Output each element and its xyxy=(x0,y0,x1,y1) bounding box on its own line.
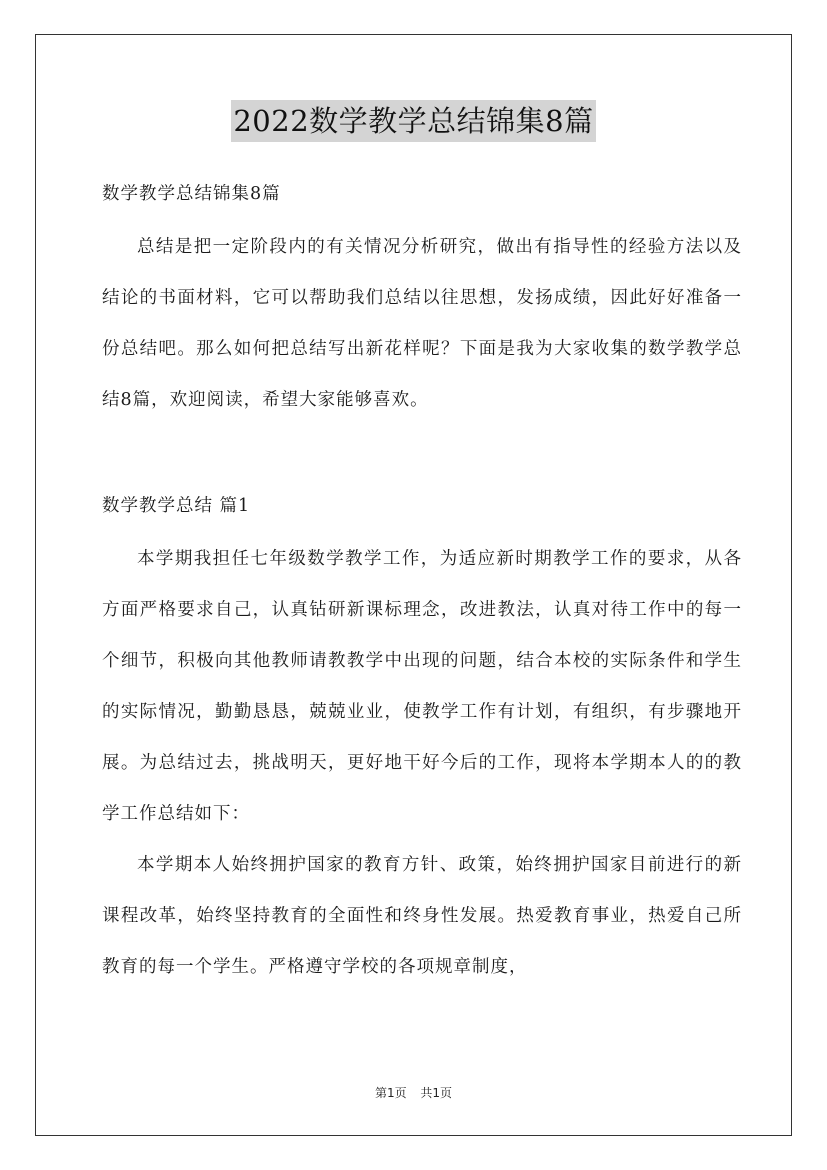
body-paragraph: 本学期本人始终拥护国家的教育方针、政策，始终拥护国家目前进行的新课程改革，始终坚持教育的全面性和终身性发展。热爱教育事业，热爱自己所教育的每一个学生。严格遵守学校的各项规章制度， xyxy=(102,855,742,977)
total-pages: 共1页 xyxy=(420,1086,453,1100)
document-body xyxy=(102,172,742,993)
document-title: 2022数学教学总结锦集8篇 xyxy=(231,100,595,142)
body-paragraph: 本学期我担任七年级数学教学工作，为适应新时期教学工作的要求，从各方面严格要求自己，认真钻研新课标理念，改进教法，认真对待工作中的每一个细节，积极向其他教师请教教学中出现的问题，结合本校的实际条件和学生的实际情况，勤勤恳恳，兢兢业业，使教学工作有计划，有组织，有步骤地开展。为总结过去，挑战明天，更好地干好今后的工作，现将本学期本人的的教学工作总结如下： xyxy=(102,549,742,824)
page-footer xyxy=(0,1084,827,1101)
page-number: 第1页 xyxy=(374,1086,407,1100)
title-container xyxy=(0,100,827,142)
document-subtitle: 数学教学总结锦集8篇 xyxy=(102,184,281,204)
intro-paragraph: 总结是把一定阶段内的有关情况分析研究，做出有指导性的经验方法以及结论的书面材料，它可以帮助我们总结以往思想，发扬成绩，因此好好准备一份总结吧。那么如何把总结写出新花样呢？下面是我为大家收集的数学教学总结8篇，欢迎阅读，希望大家能够喜欢。 xyxy=(102,237,742,410)
section-heading: 数学教学总结 篇1 xyxy=(102,496,251,516)
